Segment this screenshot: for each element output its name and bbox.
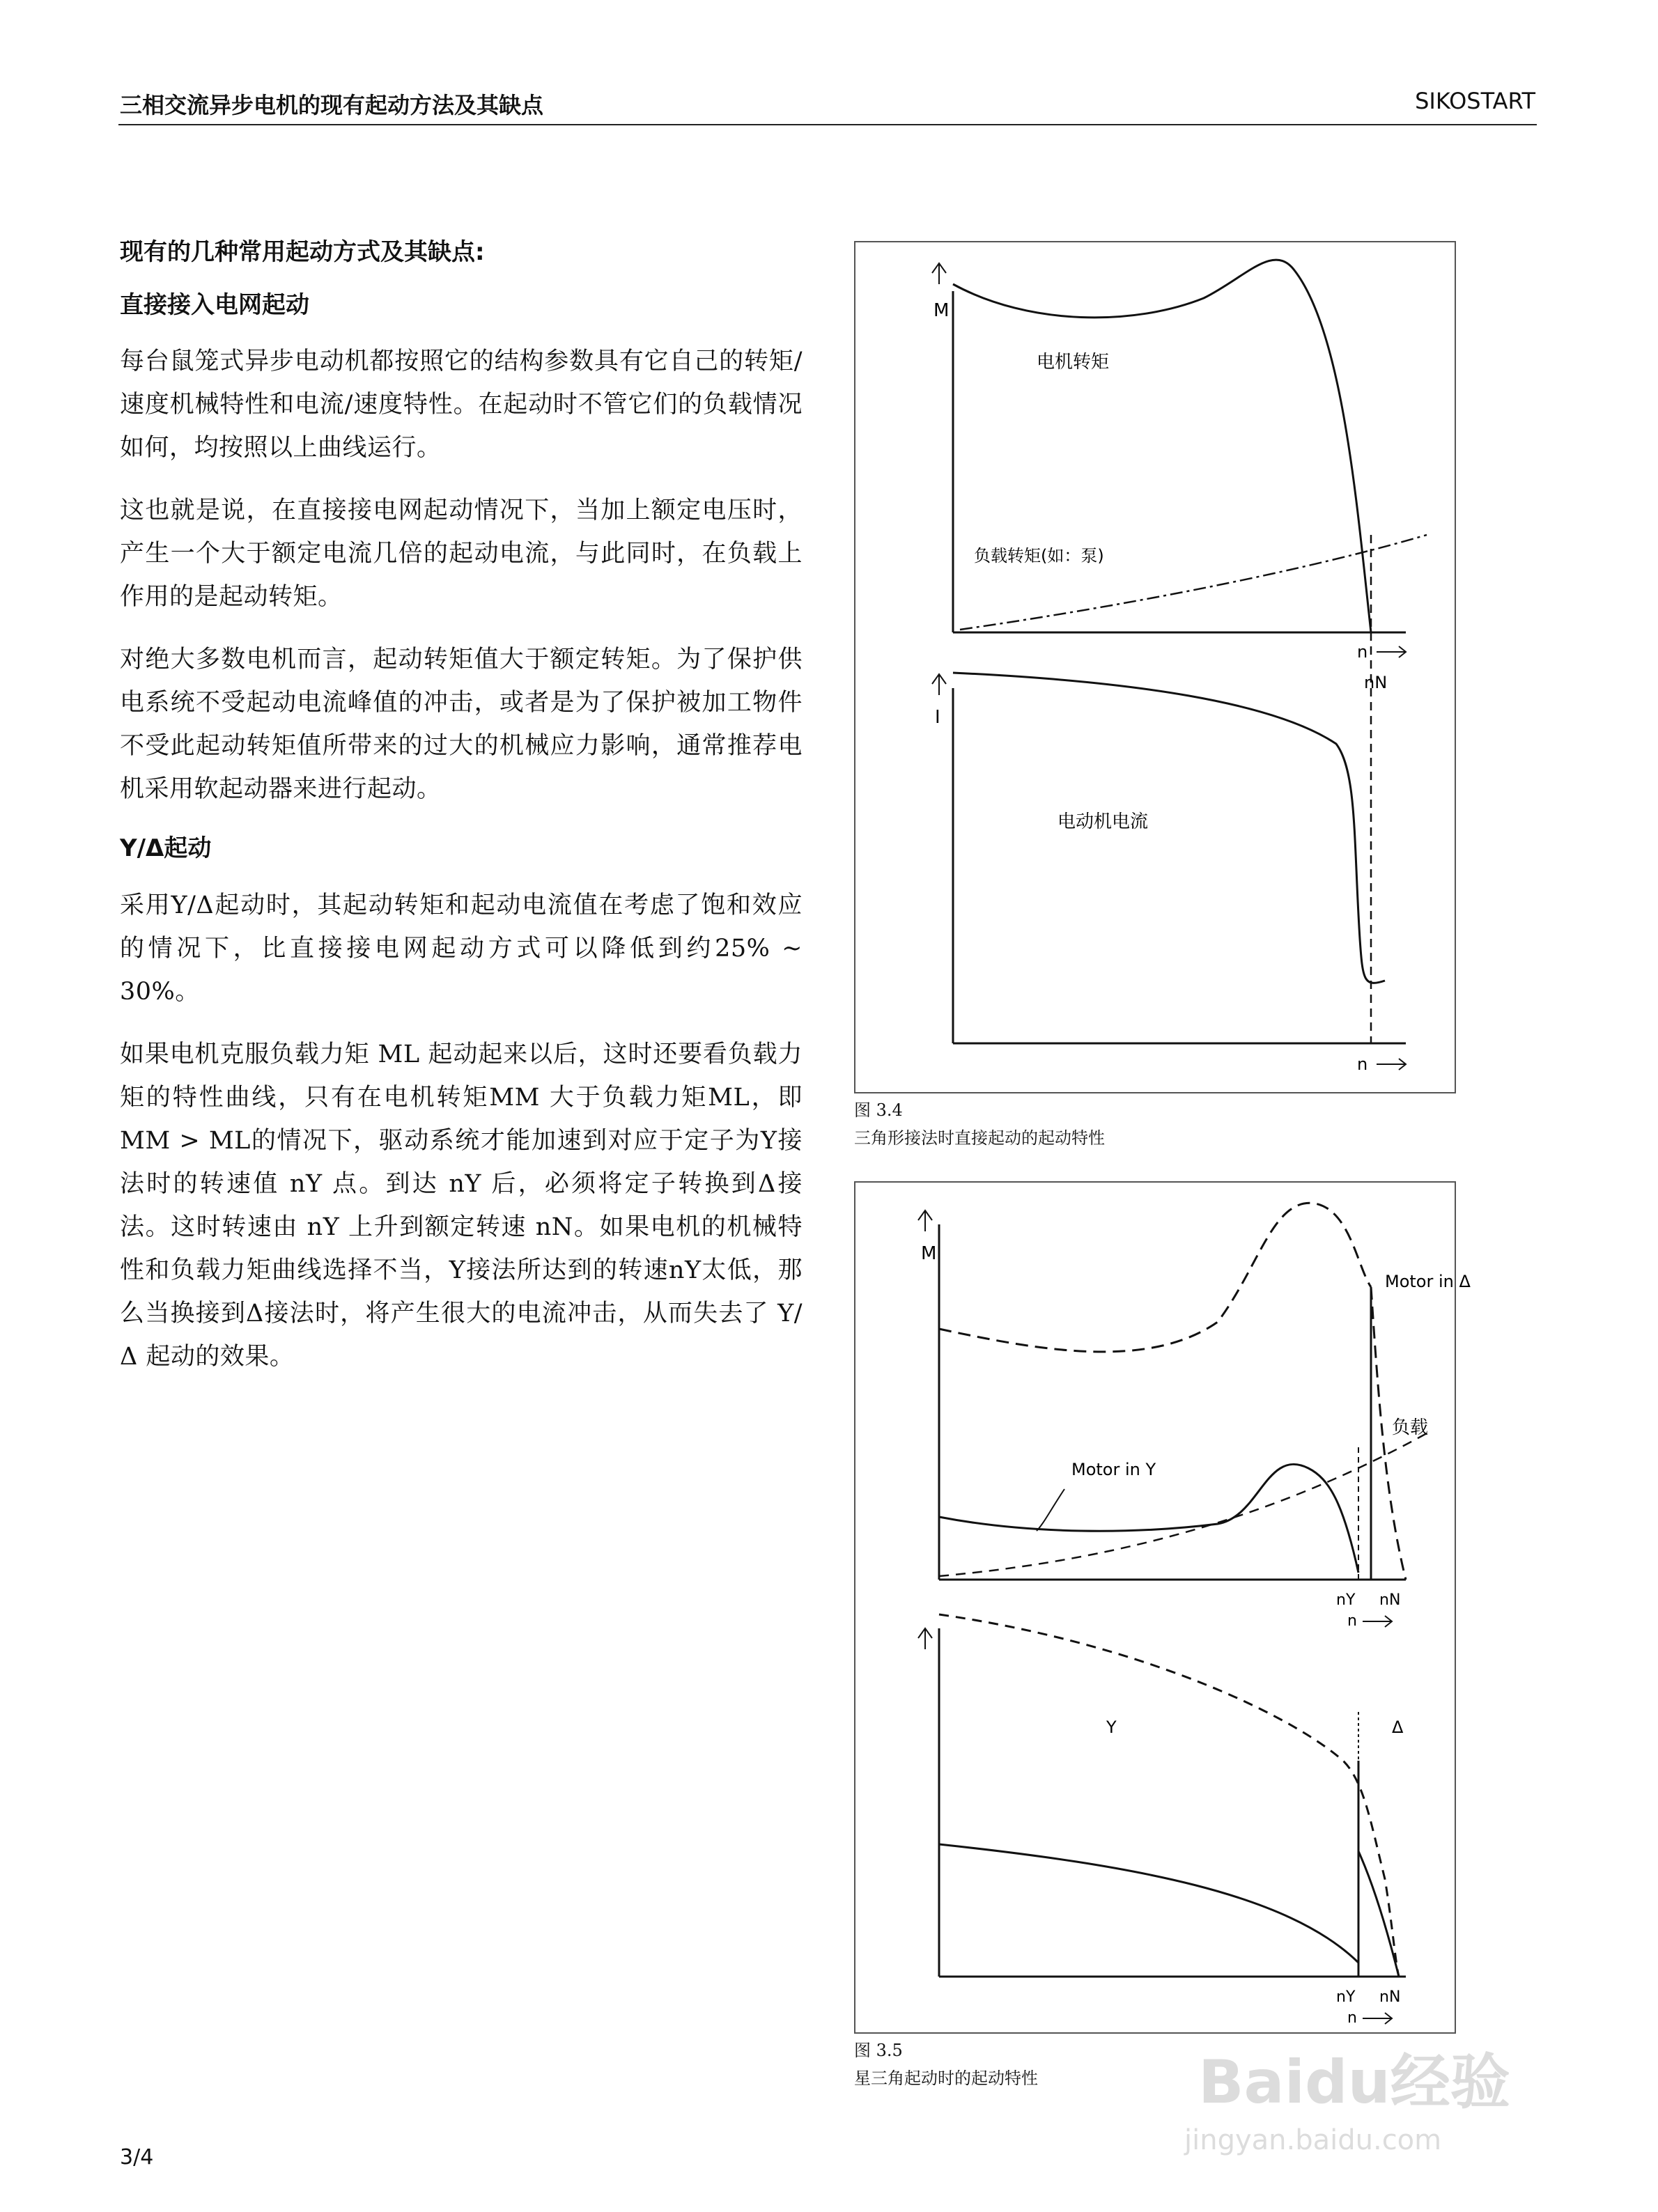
paragraph-2: 这也就是说，在直接接电网起动情况下，当加上额定电压时，产生一个大于额定电流几倍的起动电流，与此同时，在负载上作用的是起动转矩。 bbox=[120, 497, 803, 612]
fig35-delta-current-solid bbox=[1358, 1851, 1399, 1977]
paragraph-1: 每台鼠笼式异步电动机都按照它的结构参数具有它自己的转矩/速度机械特性和电流/速度特性。在起动时不管它们的负载情况如何，均按照以上曲线运行。 bbox=[120, 348, 803, 462]
fig35-caption-text: 星三角起动时的起动特性 bbox=[854, 2069, 1038, 2088]
fig35-motor-y-pointer bbox=[1037, 1489, 1064, 1531]
header-title: 三相交流异步电机的现有起动方法及其缺点 bbox=[120, 92, 544, 118]
fig35-delta-region-label: Δ bbox=[1392, 1718, 1404, 1737]
section-title-direct: 直接接入电网起动 bbox=[120, 291, 309, 320]
fig34-caption-number: 图 3.4 bbox=[854, 1100, 903, 1120]
fig35-y-torque-curve bbox=[939, 1464, 1358, 1573]
figure-3-5-chart bbox=[855, 1183, 1471, 2032]
fig35-load-label: 负载 bbox=[1392, 1417, 1429, 1438]
fig35-nn-label-top: nN bbox=[1379, 1591, 1401, 1609]
fig34-label-m: M bbox=[933, 300, 950, 321]
figure-3-4-chart bbox=[855, 242, 1455, 1092]
fig34-motor-torque-label: 电机转矩 bbox=[1037, 352, 1110, 373]
fig34-n-arrow-bottom bbox=[1377, 1059, 1406, 1070]
fig34-up-arrow-m bbox=[932, 263, 946, 284]
main-heading: 现有的几种常用起动方式及其缺点: bbox=[120, 238, 485, 266]
fig34-load-torque-label: 负载转矩(如：泵) bbox=[974, 546, 1104, 566]
fig35-y-current-curve bbox=[939, 1844, 1358, 1963]
fig35-nn-label-bottom: nN bbox=[1379, 1988, 1401, 2006]
fig35-n-label-top: n bbox=[1347, 1612, 1357, 1630]
figure-3-4 bbox=[854, 241, 1456, 1093]
fig35-delta-current-curve bbox=[939, 1614, 1399, 1977]
watermark-url: jingyan.baidu.com bbox=[1184, 2124, 1442, 2156]
fig35-motor-delta-label: Motor in Δ bbox=[1385, 1272, 1471, 1291]
fig34-n-label-bottom: n bbox=[1357, 1054, 1368, 1074]
fig34-caption-text: 三角形接法时直接起动的起动特性 bbox=[854, 1128, 1105, 1148]
watermark-brand: Baidu经验 bbox=[1198, 2048, 1510, 2117]
fig35-label-m: M bbox=[921, 1243, 937, 1264]
fig35-motor-y-label: Motor in Y bbox=[1071, 1460, 1156, 1479]
fig35-ny-label-bottom: nY bbox=[1336, 1988, 1356, 2006]
header-brand: SIKOSTART bbox=[1415, 88, 1535, 114]
fig34-current-curve bbox=[953, 673, 1388, 983]
fig34-current-label: 电动机电流 bbox=[1057, 811, 1149, 832]
fig35-delta-torque-curve bbox=[939, 1203, 1371, 1352]
paragraph-4: 采用Y/Δ起动时，其起动转矩和起动电流值在考虑了饱和效应的情况下，比直接接电网起动方式可以降低到约25% ~ 30%。 bbox=[120, 891, 803, 1006]
fig35-n-label-bottom: n bbox=[1347, 2009, 1357, 2027]
body-column bbox=[120, 237, 803, 1398]
fig35-up-arrow-m bbox=[918, 1210, 932, 1231]
fig34-label-i: I bbox=[935, 707, 940, 728]
paragraph-3: 对绝大多数电机而言，起动转矩值大于额定转矩。为了保护供电系统不受起动电流峰值的冲击，或者是为了保护被加工物件不受此起动转矩值所带来的过大的机械应力影响，通常推荐电机采用软起动器来进行起动。 bbox=[120, 646, 803, 804]
figure-3-5 bbox=[854, 1181, 1471, 2034]
fig34-nn-label: nN bbox=[1364, 673, 1388, 692]
fig35-up-arrow-i bbox=[918, 1628, 932, 1649]
page-number: 3/4 bbox=[120, 2145, 154, 2170]
fig35-n-arrow-top bbox=[1363, 1616, 1392, 1627]
fig35-y-region-label: Y bbox=[1106, 1718, 1117, 1737]
header-rule bbox=[118, 124, 1537, 125]
fig35-n-arrow-bottom bbox=[1363, 2013, 1392, 2024]
fig34-n-label-top: n bbox=[1357, 642, 1368, 662]
section-title-star-delta: Y/Δ起动 bbox=[120, 834, 212, 863]
paragraph-5: 如果电机克服负载力矩 ML 起动起来以后，这时还要看负载力矩的特性曲线，只有在电机转矩MM 大于负载力矩ML，即MM > ML的情况下，驱动系统才能加速到对应于定子为Y接法时的转速值 nY 点。到达 nY 后，必须将定子转换到Δ接法。这时转速由 nY 上升到额定转速 nN。如果电机的机械特性和负载力矩曲线选择不当，Y接法所达到的转速nY太低，那么当换接到Δ接法时，将产生很大的电流冲击，从而失去了 Y/Δ 起动的效果。 bbox=[120, 1040, 803, 1371]
fig35-ny-label-top: nY bbox=[1336, 1591, 1356, 1609]
fig34-motor-torque-curve bbox=[953, 260, 1371, 632]
fig34-n-arrow-top bbox=[1377, 646, 1406, 657]
fig35-caption-number: 图 3.5 bbox=[854, 2041, 903, 2060]
fig34-up-arrow-i bbox=[932, 674, 946, 695]
